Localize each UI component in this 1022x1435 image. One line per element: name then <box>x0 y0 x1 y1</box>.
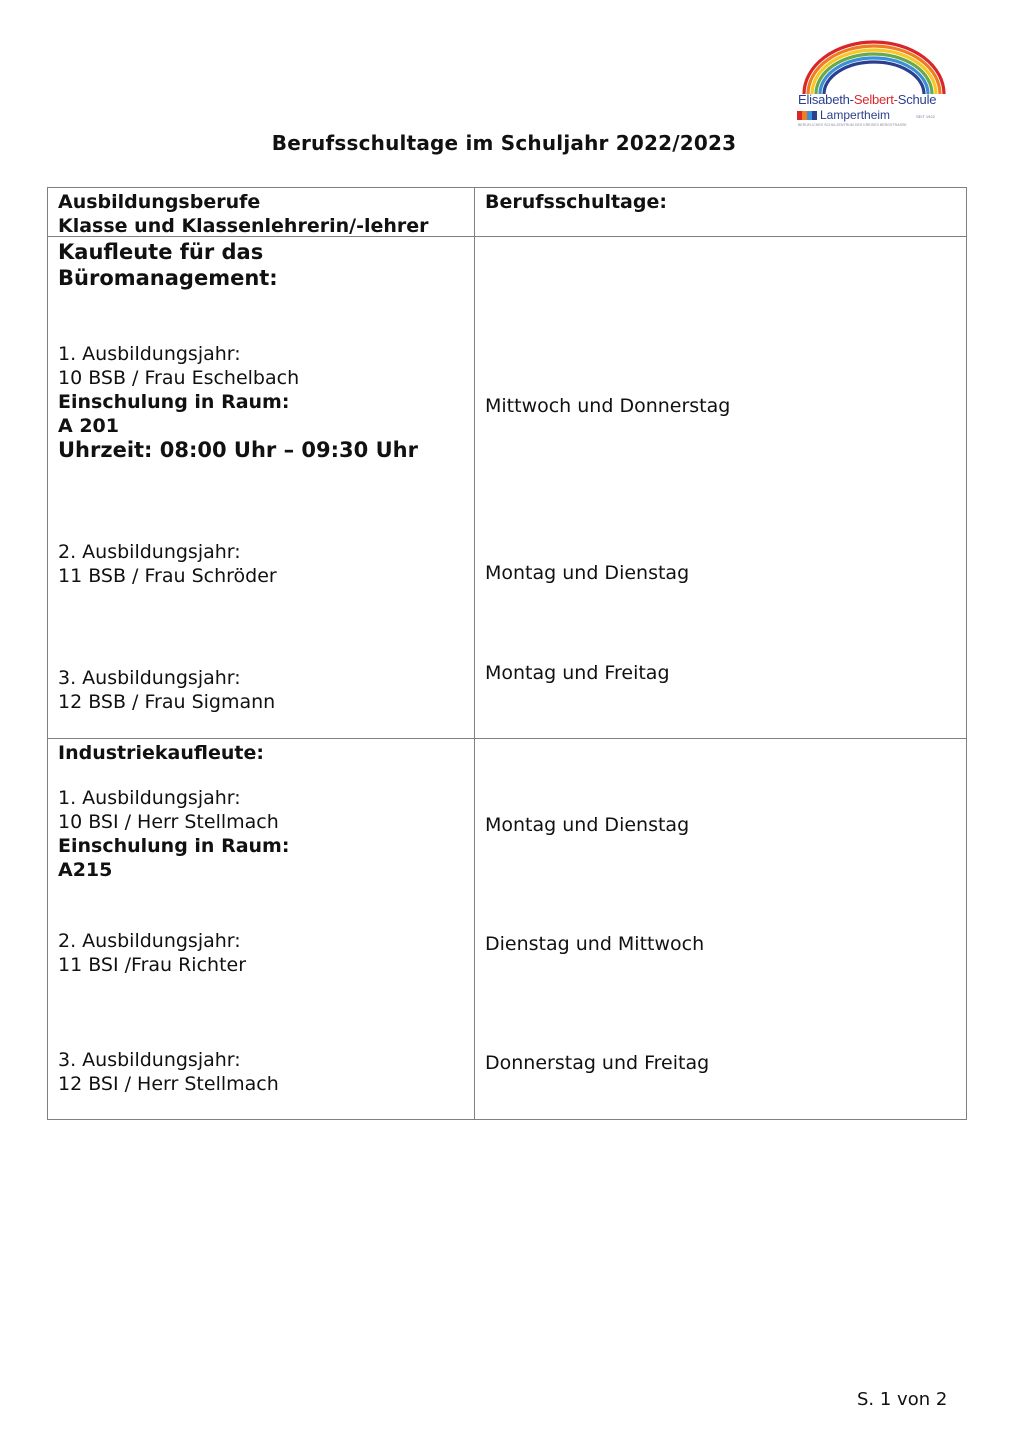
table-row-industriekaufleute <box>48 739 967 1120</box>
bsb3-days: Montag und Freitag <box>485 662 670 684</box>
bsb1-enroll-label: Einschulung in Raum: <box>58 391 290 413</box>
bsb3-class: 12 BSB / Frau Sigmann <box>58 691 276 713</box>
cell-bueromanagement-classes <box>48 237 475 739</box>
cell-industriekaufleute-days <box>475 739 967 1120</box>
logo-subtitle: BERUFLICHES SCHULZENTRUM DES KREISES BERGSTRASSE <box>798 123 907 127</box>
bsb2-year: 2. Ausbildungsjahr: <box>58 541 241 563</box>
bsi1-days: Montag und Dienstag <box>485 814 690 836</box>
logo-since: SEIT 1922 <box>916 114 935 119</box>
bsi3-year: 3. Ausbildungsjahr: <box>58 1049 241 1071</box>
section1-heading-line1: Kaufleute für das <box>58 240 264 264</box>
logo-name-part2: Selbert- <box>853 92 898 107</box>
table-header-row <box>48 188 967 237</box>
header-cell-days <box>475 188 967 237</box>
bsi2-year: 2. Ausbildungsjahr: <box>58 930 241 952</box>
school-logo <box>794 38 954 130</box>
bsb1-room: A 201 <box>58 415 119 437</box>
bsi2-class: 11 BSI /Frau Richter <box>58 954 247 976</box>
cell-industriekaufleute-classes <box>48 739 475 1120</box>
rainbow-logo-graphic <box>794 38 954 94</box>
logo-color-blocks <box>797 111 817 120</box>
page-number: S. 1 von 2 <box>857 1389 948 1410</box>
bsi1-room: A215 <box>58 859 113 881</box>
bsb1-days: Mittwoch und Donnerstag <box>485 395 731 417</box>
bsi3-days: Donnerstag und Freitag <box>485 1052 710 1074</box>
bsb2-days: Montag und Dienstag <box>485 562 690 584</box>
bsi1-enroll-label: Einschulung in Raum: <box>58 835 290 857</box>
bsi3-class: 12 BSI / Herr Stellmach <box>58 1073 279 1095</box>
page-title: Berufsschultage im Schuljahr 2022/2023 <box>271 131 737 155</box>
logo-name-part1: Elisabeth- <box>798 92 854 107</box>
bsi2-days: Dienstag und Mittwoch <box>485 933 705 955</box>
logo-name-part3: Schule <box>897 92 937 107</box>
header-cell-professions <box>48 188 475 237</box>
header-col2: Berufsschultage: <box>485 191 667 213</box>
logo-school-name <box>798 92 936 107</box>
logo-city: Lampertheim <box>820 108 891 122</box>
bsb1-class: 10 BSB / Frau Eschelbach <box>58 367 300 389</box>
header-col1-line2: Klasse und Klassenlehrerin/-lehrer <box>58 215 429 237</box>
cell-bueromanagement-days <box>475 237 967 739</box>
bsb2-class: 11 BSB / Frau Schröder <box>58 565 277 587</box>
bsi1-year: 1. Ausbildungsjahr: <box>58 787 241 809</box>
bsb3-year: 3. Ausbildungsjahr: <box>58 667 241 689</box>
bsb1-time: Uhrzeit: 08:00 Uhr – 09:30 Uhr <box>58 438 418 462</box>
bsi1-class: 10 BSI / Herr Stellmach <box>58 811 279 833</box>
table-row-bueromanagement <box>48 237 967 739</box>
section2-heading: Industriekaufleute: <box>58 742 264 764</box>
header-col1-line1: Ausbildungsberufe <box>58 191 261 213</box>
section1-heading-line2: Büromanagement: <box>58 266 278 290</box>
bsb1-year: 1. Ausbildungsjahr: <box>58 343 241 365</box>
schedule-table <box>47 187 967 1120</box>
